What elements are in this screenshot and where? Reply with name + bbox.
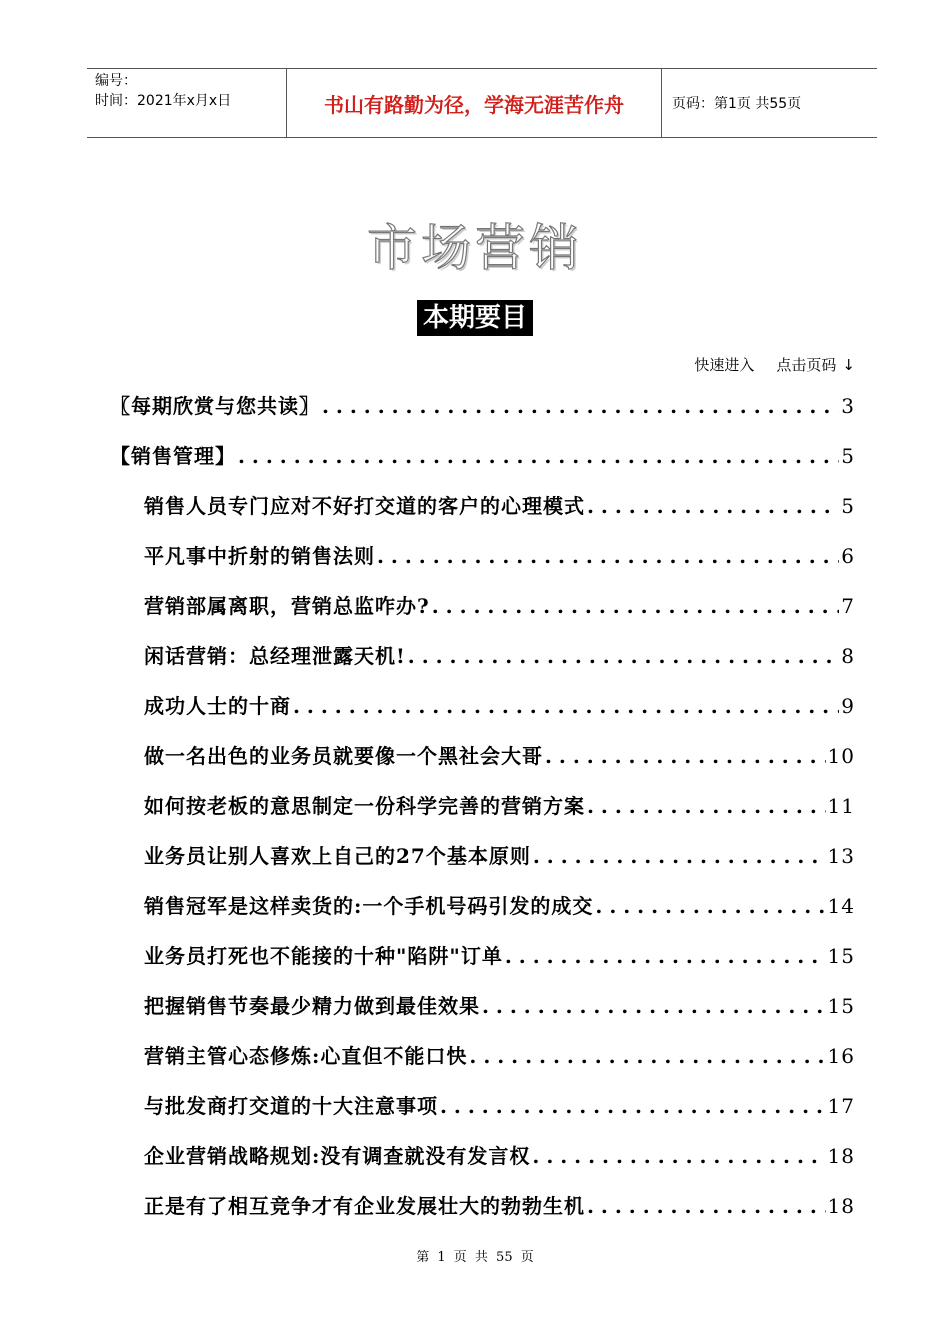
toc-leader-dots (587, 486, 839, 526)
toc-leader-dots (377, 536, 839, 576)
page-footer: 第 1 页 共 55 页 (416, 1250, 534, 1265)
toc-entry-title[interactable]: 【销售管理】 (110, 444, 236, 468)
number-label: 编号： (95, 73, 137, 89)
page-header (87, 68, 877, 138)
toc-page-link[interactable]: 16 (827, 1044, 855, 1068)
toc-entry[interactable] (110, 886, 855, 936)
toc-leader-dots (482, 986, 826, 1026)
toc-entry-title[interactable]: 〖每期欣赏与您共读〗 (110, 394, 320, 418)
toc-entry-title[interactable]: 营销主管心态修炼:心直但不能口快 (144, 1044, 468, 1068)
toc-leader-dots (595, 886, 825, 926)
quick-enter-label: 快速进入 (694, 356, 755, 374)
toc-page-link[interactable]: 11 (827, 794, 855, 818)
toc-entry-title[interactable]: 业务员让别人喜欢上自己的27个基本原则 (144, 844, 531, 868)
table-of-contents (110, 386, 855, 1236)
document-title: 市场营销 (367, 219, 583, 277)
toc-leader-dots (532, 1136, 825, 1176)
toc-page-link[interactable]: 7 (841, 594, 855, 618)
toc-leader-dots (587, 786, 826, 826)
header-motto: 书山有路勤为径，学海无涯苦作舟 (287, 69, 662, 137)
toc-entry-title[interactable]: 平凡事中折射的销售法则 (144, 544, 375, 568)
toc-page-link[interactable]: 8 (841, 644, 855, 668)
toc-entry[interactable] (110, 436, 855, 486)
toc-leader-dots (545, 736, 826, 776)
toc-page-link[interactable]: 18 (827, 1144, 855, 1168)
toc-entry-title[interactable]: 销售人员专门应对不好打交道的客户的心理模式 (144, 494, 585, 518)
toc-leader-dots (432, 586, 840, 626)
toc-leader-dots (469, 1036, 825, 1076)
toc-entry[interactable] (110, 936, 855, 986)
toc-entry[interactable] (110, 536, 855, 586)
toc-entry-title[interactable]: 与批发商打交道的十大注意事项 (144, 1094, 438, 1118)
toc-page-link[interactable]: 6 (841, 544, 855, 568)
toc-leader-dots (408, 636, 839, 676)
subtitle-wrap (0, 300, 950, 336)
toc-entry[interactable] (110, 636, 855, 686)
toc-page-link[interactable]: 15 (827, 944, 855, 968)
toc-entry[interactable] (110, 986, 855, 1036)
toc-entry-title[interactable]: 成功人士的十商 (144, 694, 291, 718)
toc-entry[interactable] (110, 586, 855, 636)
toc-entry[interactable] (110, 1036, 855, 1086)
toc-page-link[interactable]: 9 (841, 694, 855, 718)
toc-entry-title[interactable]: 把握销售节奏最少精力做到最佳效果 (144, 994, 480, 1018)
toc-entry[interactable] (110, 836, 855, 886)
toc-entry[interactable] (110, 736, 855, 786)
toc-entry-title[interactable]: 企业营销战略规划:没有调查就没有发言权 (144, 1144, 531, 1168)
issue-contents-heading: 本期要目 (417, 300, 533, 336)
toc-page-link[interactable]: 18 (827, 1194, 855, 1218)
toc-leader-dots (440, 1086, 826, 1126)
toc-leader-dots (238, 436, 839, 476)
toc-page-link[interactable]: 17 (827, 1094, 855, 1118)
toc-entry[interactable] (110, 1136, 855, 1186)
toc-entry-title[interactable]: 闲话营销：总经理泄露天机! (144, 644, 406, 668)
toc-entry[interactable] (110, 786, 855, 836)
time-label: 时间：2021年x月x日 (95, 93, 232, 109)
toc-entry[interactable] (110, 686, 855, 736)
toc-page-link[interactable]: 13 (827, 844, 855, 868)
toc-leader-dots (587, 1186, 826, 1226)
header-page-label: 页码：第1页 共55页 (672, 96, 802, 112)
toc-page-link[interactable]: 5 (841, 444, 855, 468)
toc-entry[interactable] (110, 386, 855, 436)
toc-entry-title[interactable]: 销售冠军是这样卖货的:一个手机号码引发的成交 (144, 894, 594, 918)
toc-entry[interactable] (110, 1186, 855, 1236)
quick-nav (694, 354, 855, 375)
toc-entry-title[interactable]: 营销部属离职，营销总监咋办? (144, 594, 430, 618)
toc-leader-dots (505, 936, 826, 976)
toc-page-link[interactable]: 3 (841, 394, 855, 418)
click-page-label: 点击页码 (776, 356, 837, 374)
toc-entry-title[interactable]: 做一名出色的业务员就要像一个黑社会大哥 (144, 744, 543, 768)
toc-page-link[interactable]: 14 (827, 894, 855, 918)
toc-page-link[interactable]: 10 (827, 744, 855, 768)
arrow-down-icon: ↓ (842, 355, 855, 374)
toc-entry[interactable] (110, 1086, 855, 1136)
toc-page-link[interactable]: 5 (841, 494, 855, 518)
toc-entry-title[interactable]: 业务员打死也不能接的十种"陷阱"订单 (144, 944, 503, 968)
toc-leader-dots (293, 686, 839, 726)
toc-entry[interactable] (110, 486, 855, 536)
header-meta (87, 69, 287, 137)
toc-leader-dots (322, 386, 839, 426)
toc-leader-dots (533, 836, 826, 876)
toc-entry-title[interactable]: 如何按老板的意思制定一份科学完善的营销方案 (144, 794, 585, 818)
toc-page-link[interactable]: 15 (827, 994, 855, 1018)
toc-entry-title[interactable]: 正是有了相互竞争才有企业发展壮大的勃勃生机 (144, 1194, 585, 1218)
